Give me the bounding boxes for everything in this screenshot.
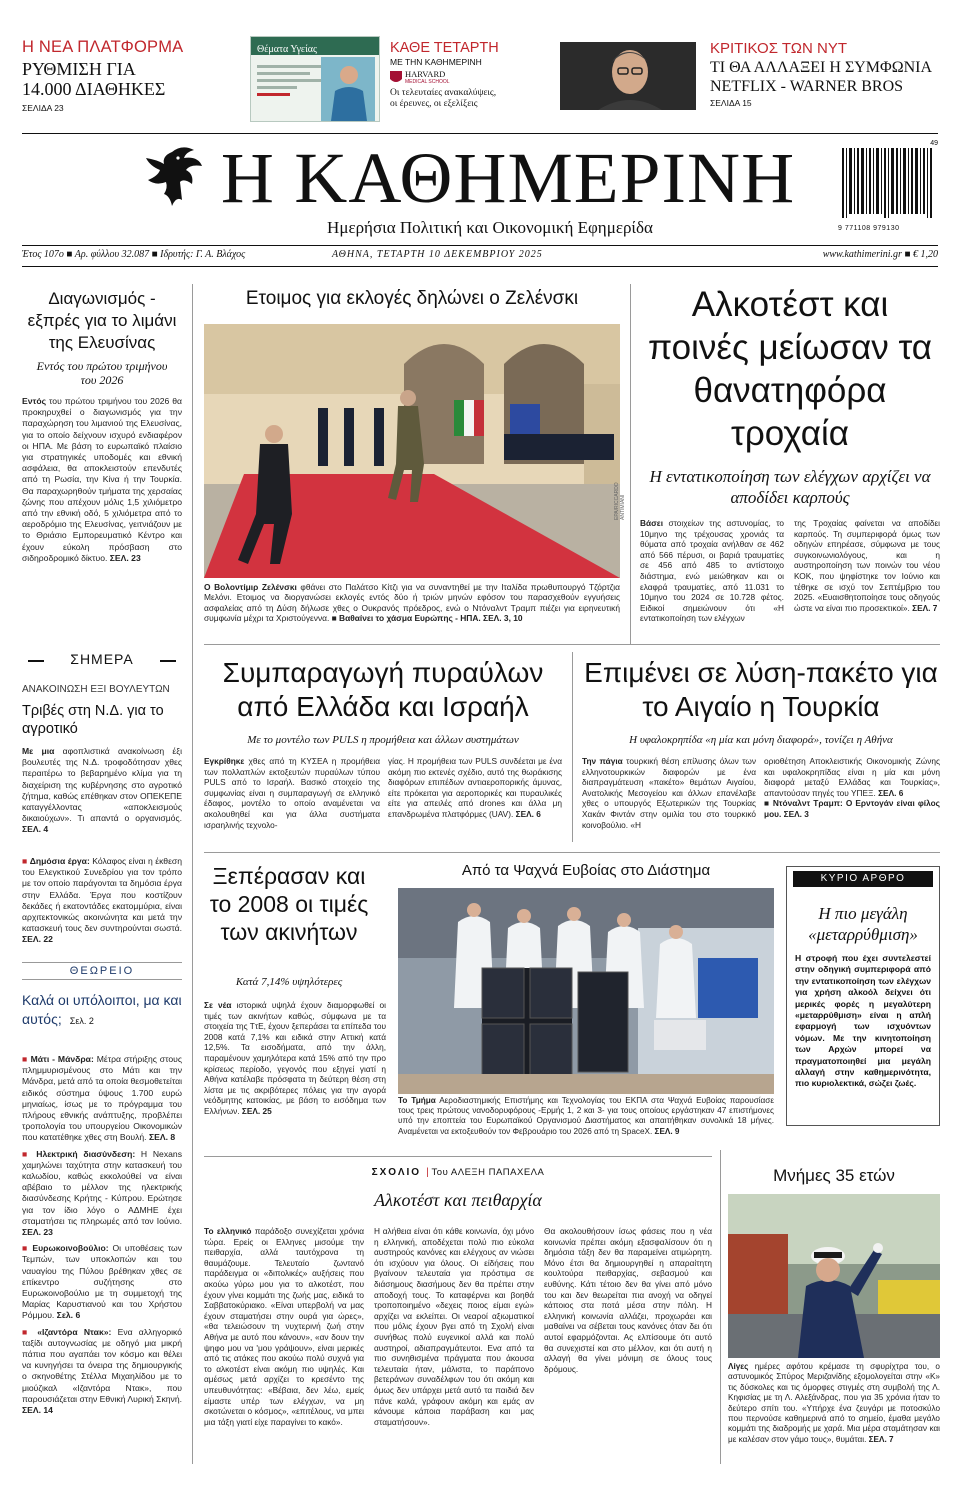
mid-rule-1 xyxy=(204,644,940,645)
brief-ref[interactable]: Σελ. 6 xyxy=(56,1310,81,1321)
teaser-kicker: Η ΝΕΑ ΠΛΑΤΦΟΡΜΑ xyxy=(22,38,184,56)
comment-text-2: Η αλήθεια είναι ότι κάθε κοινωνία, όχι μόνο η ελληνική, αποδέχεται πολύ πιο εύκολα αυστηρούς κανόνες και ελέγχους αν νιώσει ότι ισχύουν για όλους. Οι είδήσεις που βγαίνουν τελευταία για πρόστιμα σε διάσημους διασήμους δεν θα πρέπει στην αποδοχή τους. Το καταφέρνει και βοηθά τροποποιημένο «δεχεις ποιος είμαι εγώ» αρχίζει να εκλείπει. Οι νεαροί αξιωματικοί που μόλις έχουν βγει από τη Σχολή είναι συνήθως πολύ ευγενικοί αλλά και πολύ αυστηροί, αδιαπραγμάτευτοι. Ενα από τα πιο συνηθισμένα πράγματα που άκουσα τελευταία ήταν, μάλιστα, το παράπονο βετεράνων συναδέλφων του ότι ακόμη και όμως δεν υπάρχει μετά αυτό τα παιδιά δεν πάνε καλά, γράφουν ακόμη και εμάς αν κάνουμε κάποια παράβαση και μας σταματήσουν». xyxy=(374,1226,534,1427)
traffic-body-col1 xyxy=(640,518,784,634)
aegean-lead: Την πάγια xyxy=(582,756,623,766)
teaser-line: οι έρευνες, οι εξελίξεις xyxy=(390,99,478,109)
harvard-shield-icon xyxy=(390,71,402,85)
aegean-extra[interactable]: ■ Ντόναλντ Τραμπ: Ο Ερντογάν είναι φίλος μου. xyxy=(764,798,940,819)
teaser-page: ΣΕΛΙΔΑ 15 xyxy=(710,98,752,108)
comment-headline[interactable]: Αλκοτέστ και πειθαρχία xyxy=(374,1190,542,1210)
brief-lead: Ηλεκτρική διασύνδεση: xyxy=(36,1148,136,1159)
zelensky-photo-credit: EPA/RICCARDO ANTIMIANI xyxy=(614,482,626,520)
caption-text: φθάνει στο Παλάτσο Κίτζι για να συναντηθεί με την Ιταλίδα πρωθυπουργό Τζόρτζια Μελόνι. Ετοιμος να διοργανώσει εκλογές εντός δύο ή τριών μηνών εφόσον του παρασχεθούν εγγυήσεις ασφαλείας από τη Δύση δήλωσε χθες ο Ουκρανός πρόεδρος, ενώ ο Ντόναλντ Τραμπ πιέζει για ειρηνευτική συμφωνία μέχρι τα Χριστούγεννα. xyxy=(204,582,620,624)
bullet-icon: ■ xyxy=(22,1054,31,1064)
story-lead: Εντός xyxy=(22,396,47,406)
comment-label: ΣΧΟΛΙΟ xyxy=(371,1167,422,1178)
barcode-issue: 49 xyxy=(930,140,938,147)
missiles-body-1: χθες από τη ΚΥΣΕΑ η προμήθεια των πολλαπλών εκτοξευτών πυραύλων τύπου PULS από το Ισραήλ. Βασικό στοιχείο της συμφωνίας είναι η συμπαραγωγή σε ελληνικό έδαφος, μοντέλο το οποίο αναμένεται να ακολουθηθεί και για άλλα συστήματα ισραηλινής τεχνολο- xyxy=(204,756,380,830)
mid-rule-2 xyxy=(204,852,940,853)
newspaper-subtitle: Ημερήσια Πολιτική και Οικονομική Εφημερίδα xyxy=(327,218,653,237)
brief-ref[interactable]: ΣΕΛ. 8 xyxy=(148,1132,176,1143)
editorial-box[interactable] xyxy=(786,866,940,1126)
missiles-body-col2 xyxy=(388,756,562,840)
caption-lead: Το Τμήμα xyxy=(398,1096,436,1105)
traffic-lead: Βάσει xyxy=(640,518,664,528)
doctor-photo xyxy=(321,57,375,121)
story-headline: Καλά οι υπόλοιποι, μα και αυτός; xyxy=(22,992,182,1027)
caption-ref[interactable]: ΣΕΛ. 7 xyxy=(868,1434,894,1444)
brief-item[interactable] xyxy=(22,1149,182,1239)
caption-lead: Λίγες xyxy=(728,1362,749,1371)
traffic-body-2: της Τροχαίας φαίνεται να αποδίδει καρπούς. Τη συμπεριφορά όμως των οδηγών επηρέασε, σύμφωνα με τους συγκοινωνιολόγους, και η αυστηροποίηση των ποινών του νέου ΚΟΚ, που ψηφίστηκε τον Ιούνιο και τέθηκε σε ισχύ τον Σεπτέμβριο του 2025. «Ευαισθητοποίησε τους οδηγούς ώστε να είναι πιο προσεκτικοί». xyxy=(794,518,940,613)
masthead-rule-top xyxy=(22,133,938,134)
brief-body: Μέτρα στήριξης στους πλημμυρισμένους στο Μάτι και την Μάνδρα, μετά από τα οποία θεσμοθετείται ειδικός σύστημα ύψους 1.700 ευρώ μηνιαίως, ίσως με το πρόγραμμα του πλήρους εθνικής ανάπτυξης, προβλέπει τροπολογία του υπουργείου Οικονομικών που κατατέθηκε χθες στη Βουλή. xyxy=(22,1054,182,1143)
story-ref[interactable]: ΣΕΛ. 22 xyxy=(22,934,53,945)
aegean-body-col2 xyxy=(764,756,940,840)
issue-info-left: Έτος 107ο ■ Αρ. φύλλου 32.087 ■ Ιδρυτής: Γ. Α. Βλάχος xyxy=(22,249,246,260)
brief-item[interactable] xyxy=(22,1243,182,1321)
memories-headline[interactable]: Μνήμες 35 ετών xyxy=(773,1166,895,1185)
magazine-masthead xyxy=(251,37,379,55)
brief-body: Ενα αλληγορικό ταξίδι αυτογνωσίας με οδηγό μια μικρή πάπια που αγαπάει τον κόσμο και θέλει να κυνηγήσει τα όνειρα της δημιουργικής ο σκηνοθέτης Στέλλα Μιχαηλίδου με το μιούζικαλ «Ιζαντόρα Ντακ», που παρουσιάζεται στην Εθνική Λυρική Σκηνή. xyxy=(22,1326,182,1404)
teaser-line: 14.000 ΔΙΑΘΗΚΕΣ xyxy=(22,79,166,99)
theoreio-label xyxy=(22,962,182,980)
comment-author: Του ΑΛΕΞΗ ΠΑΠΑΧΕΛΑ xyxy=(431,1167,545,1178)
caption-ref[interactable]: ΣΕΛ. 9 xyxy=(654,1126,680,1136)
bullet-icon: ■ xyxy=(22,856,30,866)
comment-right-rule xyxy=(720,1150,721,1464)
masthead-rule-info-bottom xyxy=(22,266,938,267)
comment-text-1: παράδοξο συνεχίζεται χρόνια τώρα. Ερείς οι Ελληνες μισούμε την πειθαρχία, αλλά ταυτόχρονα τη θαυμάζουμε. Τελευταίο ζωντανό παράδειγμα οι «διπολικές» αυξήσεις που ακούω γύρω μου για το αλκοτέστ, που έχουν γίνει κομμάτι της ζωής μας, ειδικά το Σαββατοκύριακο. «Είναι υπερβολή να μας έχουν σταματήσει στην ουρά για ώρες», «θα τελειώσουν τη νυχτερινή ζωή στην Αθήνα με αυτό που κάνουν», «αν δουν την ψηφο μου να 'μου γράψουν», είναι μερικές από τις ατάκες που ακούω πολύ συχνά για το αλκοτέστ είναι ακόμη πιο υψηλές. Και αμέσως μετά αρχίζει το κρεσέντο της υπευθυνότητας: «Βέβαια, δεν λέω, εμείς είμαστε υπέρ των ελέγχων, να μη σκοτώνεται ο κόσμος», «επιτέλους, να μπει μια τάξη γιατί είχε παραγίνει το κακό». xyxy=(204,1226,364,1427)
brief-item[interactable] xyxy=(22,1054,182,1144)
traffic-headline[interactable]: Αλκοτέστ και ποινές μείωσαν τα θανατηφόρα τροχαία xyxy=(647,285,933,453)
comment-col3 xyxy=(544,1226,712,1464)
editorial-label: ΚΥΡΙΟ ΑΡΘΡΟ xyxy=(793,871,933,887)
property-lead: Σε νέα xyxy=(204,1000,232,1010)
missiles-body-col1 xyxy=(204,756,380,840)
zelensky-headline[interactable]: Ετοιμος για εκλογές δηλώνει ο Ζελένσκι xyxy=(245,288,579,309)
comment-text-3: Θα ακολουθήσουν ίσως φάσεις που η νέα κοινωνία πρέπει ακόμη εξασφαλίσουν ότι η δημόσια τάξη δεν θα παραμείνει ατιμώρητη. Μόνο έτσι θα δημιουργηθεί η απαραίτητη κουλτούρα πειθαρχίας, σεβασμού και ευθύνης. Κάτι τέτοιο δεν θα γίνει από μόνο του και δεν θεωρείται πια ανοχή να οδηγεί κάποιος στα ποτά μέσα στην πόλη. Η ελληνική κοινωνία αλλάζει, προχωράει και μαθαίνει να σέβεται τους κανόνες όταν δει ότι αυτοί εφαρμόζονται. Ας ελπίσουμε ότι αυτό θα συνεχιστεί και στο μέλλον, και ότι αυτή η αλλαγή θα γίνει μόνιμη σε όλους τους δρόμους. xyxy=(544,1226,712,1374)
caption-text: Αεροδιαστημικής Επιστήμης και Τεχνολογίας του ΕΚΠΑ στα Ψαχνά Ευβοίας παρουσίασε τους τρεις πρώτους νανοδορυφόρους -Ερμής 1, 2 και 3- για τους οποίους εργάστηκαν 47 επιστήμονες υπό την εποπτεία του Ευρωπαϊκού Οργανισμού Διαστήματος και απαιτήθηκαν συνολικά 18 μήνες. Αναμένεται να εκτοξευθούν τον Φεβρουάριο του 2026 από τη SpaceX. xyxy=(398,1096,774,1136)
missiles-ref[interactable]: ΣΕΛ. 6 xyxy=(515,808,541,819)
brief-lead: «Ιζαντόρα Ντακ»: xyxy=(37,1326,112,1337)
theoreio-label-text: ΘΕΩΡΕΙΟ xyxy=(69,965,135,977)
space-caption xyxy=(398,1096,774,1140)
missiles-body-2: γίας. Η προμήθεια των PULS συνδέεται με ένα ακόμη πιο εκτενές σχέδιο, αυτό της θωράκισης διαφόρων επιπέδων αντιαεροπορικής άμυνας, είτε πρόκειται για αεροπορικές και πυραυλικές είτε για απειλές από drones και άλλα μη επανδρωμένα πλατφόρμες (UAV). xyxy=(388,756,562,819)
story-public-works[interactable] xyxy=(22,856,182,952)
today-label xyxy=(22,648,182,670)
missiles-lead: Εγκρίθηκε xyxy=(204,756,245,766)
teaser-line: ΤΙ ΘΑ ΑΛΛΑΞΕΙ Η ΣΥΜΦΩΝΙΑ xyxy=(710,59,933,76)
mid-rule-v xyxy=(572,652,573,842)
story-kicker: ΑΝΑΚΟΙΝΩΣΗ ΕΞΙ ΒΟΥΛΕΥΤΩΝ xyxy=(22,684,170,695)
teaser-harvard[interactable] xyxy=(390,40,540,120)
traffic-officer-photo xyxy=(728,1194,940,1358)
bullet-icon: ■ xyxy=(22,1148,37,1159)
story-body xyxy=(22,396,182,564)
story-theoreio[interactable] xyxy=(22,990,182,1038)
zelensky-caption xyxy=(204,582,620,632)
teaser-page: ΣΕΛΙΔΑ 23 xyxy=(22,103,64,113)
bullet-icon: ■ xyxy=(22,1326,38,1337)
magazine-text-lines xyxy=(257,65,323,96)
caption-lead: Ο Βολοντίμιρ Ζελένσκι xyxy=(204,582,297,592)
zelensky-photo xyxy=(204,324,626,578)
griffin-logo xyxy=(142,144,204,210)
story-body xyxy=(22,746,182,836)
traffic-body-col2 xyxy=(794,518,940,634)
brief-body: Οι υποθέσεις των Τεμπών, των υποκλοπών και του ναυαγίου της Πύλου βρέθηκαν χθες σε επίκεντρο συζήτησης στο Ευρωκοινοβούλιο με τη συμμετοχή της Μαρίας Καρυστιανού και του Χρήστου Ρόμμου. xyxy=(22,1243,182,1321)
harvard-brand: HARVARD xyxy=(405,69,446,79)
editorial-body: Η στροφή που έχει συντελεστεί στην οδηγική συμπεριφορά από την εντατικοποίηση των ελέγχων για χρήση αλκοόλ δείχνει ότι μερικές φορές η μεγαλύτερη «μεταρρύθμιση» είναι η απλή εφαρμογή των ισχυόντων νόμων. Με την κινητοποίηση των Αρχών μπορεί να πραγματοποιηθεί μια μεγάλη αλλαγή στην καθημερινότητα, πιο κυριολεκτικά, σώζει ζωές. xyxy=(795,953,931,1089)
brief-ref[interactable]: ΣΕΛ. 23 xyxy=(22,1227,53,1238)
magazine-cover[interactable] xyxy=(250,36,380,122)
comment-label-bar: ΣΧΟΛΙΟ | Του ΑΛΕΞΗ ΠΑΠΑΧΕΛΑ xyxy=(371,1167,545,1178)
harvard-brand-sub: MEDICAL SCHOOL xyxy=(405,79,450,85)
story-headline: Διαγωνισμός - εξπρές για το λιμάνι της Ελευσίνας xyxy=(27,289,177,352)
caption-text: ημέρες αφότου κρέμασε τη σφυρίχτρα του, ο αστυνομικός Σπύρος Μεριζανίδης εξομολογείται στην «Κ» τις δύσκολες και τις όμορφες στιγμές στη συμβολή της Λ. Κηφισίας με τη Λ. Αλεξάνδρας, που για 35 χρόνια ήταν το δεύτερο σπίτι του. «Υπήρχε ένα ζευγάρι με ποτοσκύλο που περνούσε καθημερινά από το σημείο, έμαθα μεγάλο κομμάτι της διαδρομής με χαρά. Μια μέρα σταμάτησαν και με καλέσαν στον γάμο τους», θυμάται. xyxy=(728,1362,940,1444)
teaser-netflix[interactable] xyxy=(710,40,950,120)
missiles-sub: Με το μοντέλο των PULS η προμήθεια και άλλων συστημάτων xyxy=(247,734,519,746)
editorial-headline: Η πιο μεγάλη «μεταρρύθμιση» xyxy=(808,904,918,944)
property-body xyxy=(204,1000,386,1140)
teaser-line: Οι τελευταίες ανακαλύψεις, xyxy=(390,88,497,98)
teaser-sub: ΜΕ ΤΗΝ ΚΑΘΗΜΕΡΙΝΗ xyxy=(390,57,482,67)
center-right-rule xyxy=(630,284,631,644)
property-body-text: ιστορικά υψηλά έχουν διαμορφωθεί οι τιμές των ακινήτων καθώς, σύμφωνα με τα στοιχεία της ΤτΕ, έχουν ξεπεράσει τα επίπεδα του 2008 κατά 7,1% και ειδικά στην Αττική κατά 12,5%. Τα εισοδήματα, από την άλλη, παραμένουν χαμηλότερα κατά 15% από την προ κρίσεως περίοδο, γεγονός που εξηγεί γιατί η Αθήνα κατέλαβε πρόσφατα τη δεύτερη θέση στη λίστα με τις ακριβότερες πόλεις για την αγορά νεόδμητης κατοικίας, με βάση το εισόδημα των Ελλήνων. xyxy=(204,1000,387,1116)
barcode-bars xyxy=(838,146,938,222)
story-sub: Εντός του πρώτου τριμήνου του 2026 xyxy=(36,359,168,387)
comment-rule xyxy=(204,1156,712,1157)
aegean-body-2: οριοθέτηση Αποκλειστικής Οικονομικής Ζώνης και υφαλοκρηπίδας είναι η μία και μόνη διαφορά μεταξύ Ελλάδας και Τουρκίας», απαντούσαν πηγές του ΥΠΕΞ. xyxy=(764,756,940,798)
teaser-line: NETFLIX - WARNER BROS xyxy=(710,78,904,95)
masthead-rule-info-top xyxy=(22,245,938,246)
bullet-icon: ■ xyxy=(22,1243,33,1254)
barcode xyxy=(838,140,938,232)
story-body-text: του πρώτου τριμήνου του 2026 θα προκηρυχθεί ο διαγωνισμός για την παραχώρηση του λιμανιού της Ελευσίνας, για το οποίο δείχνουν ισχυρό ενδιαφέρον οι ΗΠΑ. Με βάση το ευρωπαϊκό πλαίσιο για στρατηγικές υποδομές και εθνική ασφάλεια, θα αποκλειστούν επενδυτές από τη Ρωσία, την Κίνα ή την Τουρκία. Θα παραχωρηθούν τμήματα της χερσαίας ζώνης που απέχουν μόλις 1,5 χιλιόμετρο από την εθνική οδό, 5 χιλιόμετρα από το αεροδρόμιο της Ελευσίνας, γειτνιάζουν με το Θριάσιο Εμπορευματικό Κέντρο και έχουν εύκολη πρόσβαση στο σιδηροδρομικό δίκτυο. xyxy=(22,396,182,563)
story-agri[interactable] xyxy=(22,684,182,854)
brief-lead: Μάτι - Μάνδρα: xyxy=(30,1054,94,1064)
aegean-ref[interactable]: ΣΕΛ. 6 xyxy=(878,787,904,798)
issue-info-bar xyxy=(22,248,938,264)
issue-date: ΑΘΗΝΑ, ΤΕΤΑΡΤΗ 10 ΔΕΚΕΜΒΡΙΟΥ 2025 xyxy=(332,249,543,260)
magazine-title: Θέματα Υγείας xyxy=(257,44,317,55)
story-lead: Δημόσια έργα: xyxy=(29,856,90,866)
brief-lead: Ευρωκοινοβούλιο: xyxy=(32,1243,109,1254)
newspaper-title: Η ΚΑΘΗΜΕΡΙΝΗ xyxy=(220,138,796,218)
brief-item[interactable] xyxy=(22,1327,182,1417)
aegean-headline[interactable]: Επιμένει σε λύση-πακέτο για το Αιγαίο η Τουρκία xyxy=(584,657,938,722)
briefs-list xyxy=(22,1054,182,1464)
story-ref[interactable]: ΣΕΛ. 23 xyxy=(109,552,141,563)
story-ref[interactable]: ΣΕΛ. 4 xyxy=(22,824,49,835)
story-lead: Με μια xyxy=(22,746,55,756)
brief-body: Η Nexans χαμηλώνει ταχύτητα στην κατασκευή του καλωδίου, καθώς εκκολούθεί να είναι αβέβαιο το μέλλον της ηλεκτρικής διασύνδεσης Κρήτης - Κύπρου. Ερώτησε για τον ίδιο λόγο ο ΑΔΜΗΕ έχει σταματήσει τις πληρωμές από τον Ιούνιο. xyxy=(22,1148,182,1226)
aegean-sub: Η υφαλοκρηπίδα «η μία και μόνη διαφορά», τονίζει η Αθήνα xyxy=(629,734,893,746)
issue-info-right: www.kathimerini.gr ■ € 1,20 xyxy=(822,249,938,260)
traffic-body-1: στοιχείων της αστυνομίας, το 10μηνο της τρέχουσας χρονιάς τα θύματα από τροχαία ανήλθαν σε 462 από 566 πέρυσι, οι βαριά τραυματίες σε 456 από 485 το αντίστοιχο διάστημα, ενώ μειώθηκαν και οι ελαφρά τραυματίες, από 11.031 το 10μηνο του 2024 σε 10.728 φέτος. Ειδικοί σημειώνουν ότι «Η εντατικοποίηση των ελέγχων xyxy=(640,518,784,624)
teaser-line: ΡΥΘΜΙΣΗ ΓΙΑ xyxy=(22,59,136,79)
story-headline: Τριβές στη Ν.Δ. για το αγροτικό xyxy=(22,703,164,737)
story-body xyxy=(22,856,182,946)
property-headline[interactable]: Ξεπέρασαν και το 2008 οι τιμές των ακινήτων xyxy=(209,863,369,945)
property-sub: Κατά 7,14% υψηλότερες xyxy=(235,976,343,988)
satellite-team-photo xyxy=(398,888,774,1094)
missiles-headline[interactable]: Συμπαραγωγή πυραύλων από Ελλάδα και Ισραήλ xyxy=(222,657,544,722)
story-body-text: αφοπλιστικά ανακοίνωση έξι βουλευτές της Ν.Δ. τροφοδότησαν χθες περαιτέρω το βεβαρημένο κλίμα για τη διαχείριση της κυβέρνησης στο αγροτικό ζήτημα, καθώς επέθηκαν στον ΟΠΕΚΕΠΕ καταγγέλλοντας «αποκλεισμούς δικαιούχων». Τι απαντά ο οργανισμός. xyxy=(22,746,182,824)
teaser-kicker: ΚΑΘΕ ΤΕΤΑΡΤΗ xyxy=(390,40,499,56)
barcode-number: 9 771108 979130 xyxy=(838,225,900,232)
caption-ref[interactable]: ■ Βαθαίνει το χάσμα Ευρώπης - ΗΠΑ. ΣΕΛ. 3, 10 xyxy=(331,613,523,624)
story-eleusis[interactable] xyxy=(22,288,182,638)
left-column-rule xyxy=(192,284,193,1464)
aegean-body-col1 xyxy=(582,756,756,840)
traffic-ref[interactable]: ΣΕΛ. 7 xyxy=(912,602,938,613)
teaser-kicker: ΚΡΙΤΙΚΟΣ ΤΩΝ NYT xyxy=(710,40,847,57)
aegean-body-1: τουρκική θέση επίλυσης όλων των ελληνοτουρκικών διαφορών με ένα διαπραγμάτευση «πακέτο» θεμάτων Αιγαίου, Ανατολικής Μεσογείου και άλλων επανέλαβε χθες ο υπουργός Εξωτερικών της Τουρκίας Χακάν Φιντάν στην ομιλία του στο τουρκικό κοινοβούλιο. «Η xyxy=(582,756,756,830)
today-label-text: ΣΗΜΕΡΑ xyxy=(70,651,134,667)
comment-col2 xyxy=(374,1226,534,1464)
story-body-text: Κόλαφος είναι η έκθεση του Ελεγκτικού Συνεδρίου για τον τρόπο με τον οποίο παράγονται τα δημόσια έργα στην Ελλάδα. Έργα που κοστίζουν δεκάδες ή εκατοντάδες εκατομμύρια, είναι αρχιτεκτονικώς ακοινώνητα και μετά την κατασκευή τους δεν συντηρούνται σωστά. xyxy=(22,856,182,934)
aegean-extra-ref[interactable]: ΣΕΛ. 3 xyxy=(783,808,809,819)
story-ref[interactable]: Σελ. 2 xyxy=(69,1016,94,1026)
memories-caption xyxy=(728,1362,940,1464)
teaser-platform[interactable] xyxy=(22,38,222,118)
space-headline[interactable]: Από τα Ψαχνά Ευβοίας στο Διάστημα xyxy=(461,862,711,879)
brief-ref[interactable]: ΣΕΛ. 14 xyxy=(22,1405,53,1416)
property-ref[interactable]: ΣΕΛ. 25 xyxy=(241,1105,272,1116)
comment-col1 xyxy=(204,1226,364,1464)
traffic-sub: Η εντατικοποίηση των ελέγχων αρχίζει να αποδίδει καρπούς xyxy=(649,467,931,507)
critic-photo xyxy=(560,42,696,110)
comment-lead: Το ελληνικό xyxy=(204,1226,252,1236)
